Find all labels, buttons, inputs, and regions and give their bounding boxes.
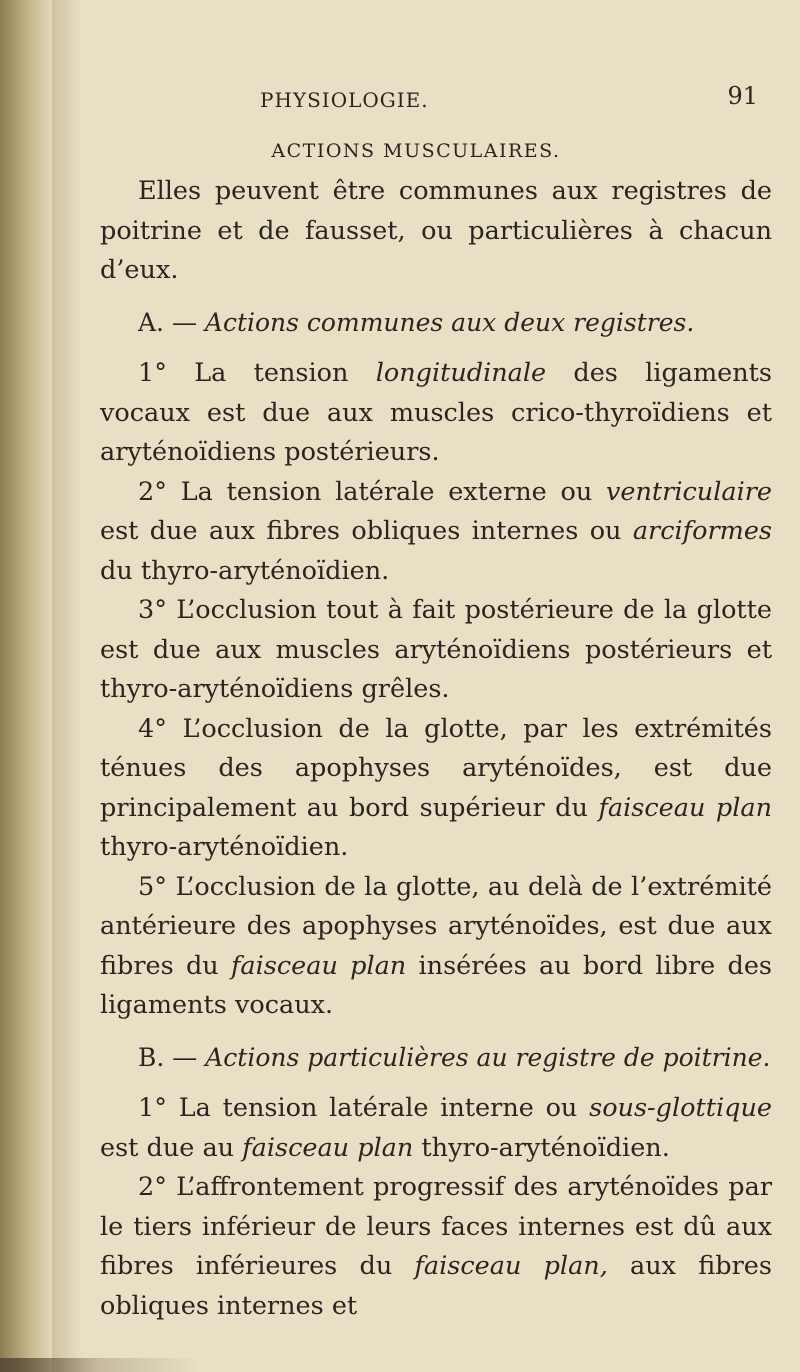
book-page — [100, 78, 772, 1326]
item-number: 5° — [138, 871, 167, 902]
section-a-item-2: 2° La tension latérale externe ou ventriculaire est due aux fibres obliques internes ou arciformes du thyro-aryténoïdien. — [100, 476, 773, 586]
section-b-item-1: 1° La tension latérale interne ou sous-glottique est due au faisceau plan thyro-aryténoïdien. — [100, 1093, 772, 1163]
item-number: 2° — [138, 1172, 167, 1202]
section-title: ACTIONS MUSCULAIRES. — [271, 140, 561, 162]
page-number: 91 — [727, 82, 758, 110]
item-number: 1° — [138, 1093, 167, 1123]
book-gutter — [0, 0, 52, 1372]
item-number: 2° — [138, 476, 167, 507]
section-a-label: A. — — [138, 307, 197, 337]
section-a-item-5: 5° L’occlusion de la glotte, au delà de l’extrémité antérieure des apophyses aryténoïdes, est due aux fibres du faisceau plan insérées au bord libre des ligaments vocaux. — [100, 871, 772, 1020]
item-number: 3° — [138, 595, 167, 625]
intro-paragraph: Elles peuvent être communes aux registres de poitrine et de fausset, ou particulières à chacun d’eux. — [100, 176, 772, 285]
section-a-item-3: 3° L’occlusion tout à fait postérieure de la glotte est due aux muscles aryténoïdiens postérieurs et thyro-aryténoïdiens grêles. — [100, 595, 773, 704]
gutter-shadow — [52, 0, 82, 1372]
item-number: 4° — [138, 713, 167, 744]
section-a-heading — [100, 303, 772, 343]
item-number: 1° — [138, 358, 167, 388]
section-b-title: Actions particulières au registre de poitrine. — [205, 1042, 771, 1072]
bottom-edge-shadow — [0, 1358, 200, 1372]
section-a-item-1: 1° La tension longitudinale des ligaments vocaux est due aux muscles crico-thyroïdiens et aryténoïdiens postérieurs. — [100, 358, 773, 467]
running-head-title: PHYSIOLOGIE. — [260, 88, 429, 112]
section-b-label: B. — — [138, 1042, 198, 1072]
section-b-item-2: 2° L’affrontement progressif des aryténoïdes par le tiers inférieur de leurs faces internes est dû aux fibres inférieures du faisceau plan, aux fibres obliques internes et — [100, 1172, 773, 1321]
section-a-item-4: 4° L’occlusion de la glotte, par les extrémités ténues des apophyses aryténoïdes, est due principalement au bord supérieur du faisceau plan thyro-aryténoïdien. — [100, 713, 773, 862]
running-head — [100, 78, 772, 114]
section-a-title: Actions communes aux deux registres. — [204, 307, 695, 337]
section-b-heading — [100, 1038, 772, 1078]
